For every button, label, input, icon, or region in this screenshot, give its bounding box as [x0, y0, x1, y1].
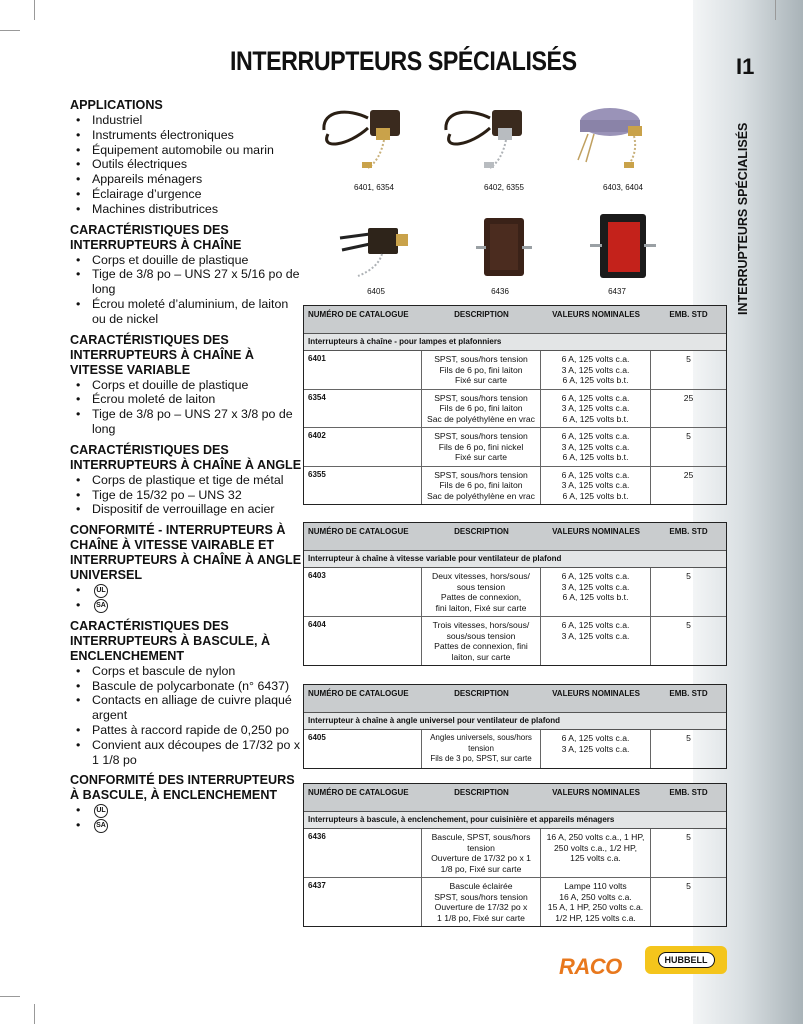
- description-cell: [422, 878, 541, 926]
- rating-line: 3 A, 125 volts c.a.: [561, 630, 630, 641]
- table-row: [304, 568, 726, 617]
- list-item: • Corps et douille de plastique: [76, 253, 302, 268]
- rating-line: 1/2 HP, 125 volts c.a.: [555, 912, 636, 923]
- table-row: [304, 467, 726, 505]
- std-pack: 5: [686, 832, 691, 842]
- rating-line: 3 A, 125 volts c.a.: [561, 403, 630, 413]
- std-pack: 5: [686, 881, 691, 891]
- description-cell: [422, 390, 541, 428]
- rocker-conformity-heading: CONFORMITÉ DES INTERRUPTEURS À BASCULE, À ENCLENCHEMENT: [70, 773, 295, 803]
- catalog-number: 6402: [304, 428, 422, 466]
- rating-line: 125 volts c.a.: [570, 853, 621, 863]
- table-row: [304, 730, 726, 768]
- list-item: • Écrou moleté de laiton: [76, 392, 302, 407]
- header-ratings: VALEURS NOMINALES: [552, 527, 640, 536]
- desc-line: laiton, sur carte: [451, 651, 511, 662]
- list-item: • Tige de 3/8 po – UNS 27 x 5/16 po de long: [76, 267, 302, 297]
- description-cell: [422, 351, 541, 389]
- list-item: • Outils électriques: [76, 157, 302, 172]
- desc-line: Pattes de connexion,: [440, 592, 522, 602]
- header-description: DESCRIPTION: [454, 689, 509, 698]
- desc-line: Fils de 6 po, fini nickel: [438, 441, 524, 452]
- desc-line: Ouverture de 17/32 po x: [434, 902, 528, 912]
- ratings-cell: [541, 467, 651, 505]
- page-title: INTERRUPTEURS SPÉCIALISÉS: [230, 46, 577, 76]
- catalog-number: 6437: [304, 878, 422, 926]
- desc-line: Sac de polyéthylène en vrac: [427, 413, 535, 424]
- crop-mark: [0, 30, 20, 31]
- rating-line: 6 A, 125 volts c.a.: [561, 392, 630, 403]
- rating-line: 3 A, 125 volts c.a.: [561, 743, 630, 754]
- product-caption: 6437: [608, 287, 626, 296]
- list-item: • Appareils ménagers: [76, 172, 302, 187]
- desc-line: tension: [467, 842, 495, 853]
- list-item: • Instruments électroniques: [76, 128, 302, 143]
- header-catalog: NUMÉRO DE CATALOGUE: [308, 689, 409, 698]
- std-pack: 5: [686, 354, 691, 364]
- product-photo-6437: [588, 210, 660, 282]
- rating-line: 16 A, 250 volts c.a., 1 HP,: [546, 832, 645, 842]
- std-pack: 5: [686, 431, 691, 441]
- rating-line: 6 A, 125 volts c.a.: [561, 620, 630, 630]
- header-std-pack: EMB. STD: [669, 310, 708, 319]
- side-title: INTERRUPTEURS SPÉCIALISÉS: [736, 122, 750, 315]
- description-cell: [422, 428, 541, 466]
- desc-line: 1 1/8 po, Fixé sur carte: [437, 912, 525, 923]
- desc-line: SPST, sous/hors tension: [434, 469, 528, 480]
- crop-mark: [0, 996, 20, 997]
- applications-list: [76, 113, 302, 217]
- std-pack: 5: [686, 733, 691, 743]
- desc-line: Fixé sur carte: [454, 375, 508, 385]
- rating-line: 3 A, 125 volts c.a.: [561, 480, 630, 490]
- catalog-number: 6355: [304, 467, 422, 505]
- header-description: DESCRIPTION: [454, 788, 509, 797]
- list-item: [76, 818, 302, 833]
- desc-line: tension: [468, 743, 494, 753]
- variable-heading: CARACTÉRISTIQUES DES INTERRUPTEURS À CHAÎNE À VITESSE VARIABLE: [70, 332, 255, 377]
- product-photo-6402: [440, 100, 536, 172]
- rating-line: 6 A, 125 volts c.a.: [561, 354, 630, 364]
- list-item: • Convient aux découpes de 17/32 po x 1 1/8 po: [76, 738, 302, 768]
- ul-cert-icon: UL: [94, 804, 108, 818]
- std-pack: 25: [683, 469, 694, 480]
- header-std-pack: EMB. STD: [669, 527, 708, 536]
- product-caption: 6436: [491, 287, 509, 296]
- chain-heading: CARACTÉRISTIQUES DES INTERRUPTEURS À CHAÎNE: [70, 222, 242, 252]
- table-row: [304, 390, 726, 429]
- ratings-cell: [541, 568, 651, 616]
- desc-line: Sac de polyéthylène en vrac: [427, 490, 535, 501]
- product-caption: 6405: [367, 287, 385, 296]
- table-subtitle: Interrupteurs à bascule, à enclenchement, pour cuisinière et appareils ménagers: [304, 812, 726, 829]
- std-pack: 25: [683, 392, 694, 403]
- table-row: [304, 351, 726, 390]
- header-std-pack: EMB. STD: [669, 689, 708, 698]
- angle-list: [76, 473, 302, 517]
- description-cell: [422, 617, 541, 665]
- table-row: [304, 878, 726, 926]
- catalog-number: 6436: [304, 829, 422, 877]
- catalog-table-universal-angle: [303, 684, 727, 769]
- crop-mark: [775, 0, 776, 20]
- ratings-cell: [541, 617, 651, 665]
- desc-line: Fils de 3 po, SPST, sur carte: [430, 754, 532, 763]
- list-item: [76, 598, 302, 613]
- ratings-cell: [541, 428, 651, 466]
- product-caption: 6403, 6404: [602, 183, 644, 192]
- list-item: • Tige de 3/8 po – UNS 27 x 3/8 po de long: [76, 407, 302, 437]
- desc-line: SPST, sous/hors tension: [434, 354, 528, 364]
- rating-line: 250 volts c.a., 1/2 HP,: [554, 842, 637, 853]
- desc-line: Fils de 6 po, fini laiton: [439, 403, 523, 413]
- table-subtitle: Interrupteur à chaîne à angle universel pour ventilateur de plafond: [304, 713, 726, 730]
- list-item: • Tige de 15/32 po – UNS 32: [76, 488, 302, 503]
- hubbell-logo-text: HUBBELL: [658, 952, 715, 968]
- desc-line: Fils de 6 po, fini laiton: [439, 364, 523, 375]
- rating-line: 6 A, 125 volts b.t.: [562, 413, 629, 424]
- desc-line: Bascule éclairée: [449, 881, 513, 891]
- ratings-cell: [541, 390, 651, 428]
- product-caption: 6401, 6354: [353, 183, 395, 192]
- table-header: [304, 784, 726, 812]
- desc-line: fini laiton, Fixé sur carte: [435, 602, 527, 613]
- product-photo-6436: [470, 212, 540, 282]
- desc-line: Fils de 6 po, fini laiton: [439, 480, 523, 490]
- desc-line: SPST, sous/hors tension: [434, 891, 528, 902]
- desc-line: Angles universels, sous/hors: [430, 733, 532, 742]
- desc-line: Deux vitesses, hors/sous/: [432, 571, 530, 581]
- rating-line: 6 A, 125 volts c.a.: [561, 571, 630, 581]
- header-description: DESCRIPTION: [454, 527, 509, 536]
- header-description: DESCRIPTION: [454, 310, 509, 319]
- rating-line: 6 A, 125 volts c.a.: [561, 469, 630, 480]
- rating-line: 6 A, 125 volts c.a.: [561, 733, 630, 743]
- list-item: • Contacts en alliage de cuivre plaqué argent: [76, 693, 302, 723]
- description-cell: [422, 730, 541, 768]
- ul-cert-icon: UL: [94, 584, 108, 598]
- header-catalog: NUMÉRO DE CATALOGUE: [308, 310, 409, 319]
- header-ratings: VALEURS NOMINALES: [552, 689, 640, 698]
- page-number: I1: [736, 54, 755, 79]
- applications-heading: APPLICATIONS: [70, 98, 163, 112]
- table-subtitle: Interrupteurs à chaîne - pour lampes et plafonniers: [304, 334, 726, 351]
- rocker-conformity-list: [76, 803, 302, 833]
- list-item: [76, 803, 302, 818]
- variable-list: [76, 378, 302, 437]
- list-item: • Pattes à raccord rapide de 0,250 po: [76, 723, 302, 738]
- raco-logo: RACO: [559, 954, 622, 979]
- list-item: [76, 583, 302, 598]
- catalog-number: 6354: [304, 390, 422, 428]
- list-item: • Corps de plastique et tige de métal: [76, 473, 302, 488]
- catalog-table-rocker: [303, 783, 727, 927]
- rating-line: 16 A, 250 volts c.a.: [559, 891, 632, 902]
- rocker-heading: CARACTÉRISTIQUES DES INTERRUPTEURS À BASCULE, À ENCLENCHEMENT: [70, 618, 271, 663]
- catalog-number: 6405: [304, 730, 422, 768]
- desc-line: SPST, sous/hors tension: [434, 392, 528, 403]
- product-caption: 6402, 6355: [483, 183, 525, 192]
- description-cell: [422, 467, 541, 505]
- crop-mark: [34, 0, 35, 20]
- list-item: • Industriel: [76, 113, 302, 128]
- table-row: [304, 428, 726, 467]
- catalog-number: 6404: [304, 617, 422, 665]
- product-photo-6403: [568, 100, 664, 172]
- description-cell: [422, 829, 541, 877]
- header-ratings: VALEURS NOMINALES: [552, 310, 640, 319]
- rating-line: Lampe 110 volts: [564, 881, 627, 891]
- list-item: • Bascule de polycarbonate (n° 6437): [76, 679, 302, 694]
- list-item: • Corps et bascule de nylon: [76, 664, 302, 679]
- table-row: [304, 617, 726, 665]
- ratings-cell: [541, 829, 651, 877]
- rating-line: 3 A, 125 volts c.a.: [561, 581, 630, 592]
- rocker-list: [76, 664, 302, 768]
- catalog-number: 6401: [304, 351, 422, 389]
- header-ratings: VALEURS NOMINALES: [552, 788, 640, 797]
- table-subtitle: Interrupteur à chaîne à vitesse variable pour ventilateur de plafond: [304, 551, 726, 568]
- conformity-heading: CONFORMITÉ - INTERRUPTEURS À CHAÎNE À VITESSE VAIRABLE ET INTERRUPTEURS À CHAÎNE À ANGLE UNIVERSEL: [70, 523, 302, 583]
- list-item: • Éclairage d’urgence: [76, 187, 302, 202]
- crop-mark: [34, 1004, 35, 1024]
- ratings-cell: [541, 730, 651, 768]
- catalog-table-chain: [303, 305, 727, 505]
- desc-line: Trois vitesses, hors/sous/: [432, 620, 530, 630]
- rating-line: 6 A, 125 volts b.t.: [562, 375, 629, 385]
- ratings-cell: [541, 878, 651, 926]
- table-header: [304, 523, 726, 551]
- rating-line: 15 A, 1 HP, 250 volts c.a.: [547, 902, 644, 912]
- rating-line: 6 A, 125 volts c.a.: [561, 431, 630, 441]
- list-item: • Corps et douille de plastique: [76, 378, 302, 393]
- csa-cert-icon: SA: [94, 599, 108, 613]
- rating-line: 6 A, 125 volts b.t.: [562, 490, 629, 501]
- csa-cert-icon: SA: [94, 819, 108, 833]
- desc-line: Pattes de connexion, fini: [434, 641, 528, 651]
- std-pack: 5: [686, 571, 691, 581]
- hubbell-logo: [645, 946, 727, 974]
- desc-line: sous/sous tension: [446, 630, 516, 641]
- rating-line: 3 A, 125 volts c.a.: [561, 364, 630, 375]
- list-item: • Dispositif de verrouillage en acier: [76, 502, 302, 517]
- desc-line: sous tension: [456, 581, 506, 592]
- ratings-cell: [541, 351, 651, 389]
- header-catalog: NUMÉRO DE CATALOGUE: [308, 788, 409, 797]
- list-item: • Écrou moleté d’aluminium, de laiton ou de nickel: [76, 297, 302, 327]
- rating-line: 6 A, 125 volts b.t.: [562, 452, 629, 462]
- desc-line: Bascule, SPST, sous/hors: [431, 832, 531, 842]
- header-std-pack: EMB. STD: [669, 788, 708, 797]
- features-column: [70, 98, 302, 833]
- catalog-table-variable-speed: [303, 522, 727, 666]
- table-row: [304, 829, 726, 878]
- desc-line: Ouverture de 17/32 po x 1: [431, 853, 531, 863]
- chain-list: [76, 253, 302, 327]
- side-title-wrap: [736, 122, 766, 315]
- table-header: [304, 685, 726, 713]
- list-item: • Équipement automobile ou marin: [76, 143, 302, 158]
- rating-line: 3 A, 125 volts c.a.: [561, 441, 630, 452]
- desc-line: 1/8 po, Fixé sur carte: [440, 863, 522, 874]
- desc-line: Fixé sur carte: [454, 452, 508, 462]
- desc-line: SPST, sous/hors tension: [434, 431, 528, 441]
- std-pack: 5: [686, 620, 691, 630]
- product-photo-6405: [330, 210, 420, 282]
- product-photo-6401: [318, 100, 414, 172]
- catalog-number: 6403: [304, 568, 422, 616]
- table-header: [304, 306, 726, 334]
- description-cell: [422, 568, 541, 616]
- list-item: • Machines distributrices: [76, 202, 302, 217]
- angle-heading: CARACTÉRISTIQUES DES INTERRUPTEURS À CHAÎNE À ANGLE: [70, 442, 302, 472]
- rating-line: 6 A, 125 volts b.t.: [562, 592, 629, 602]
- conformity-list: [76, 583, 302, 613]
- header-catalog: NUMÉRO DE CATALOGUE: [308, 527, 409, 536]
